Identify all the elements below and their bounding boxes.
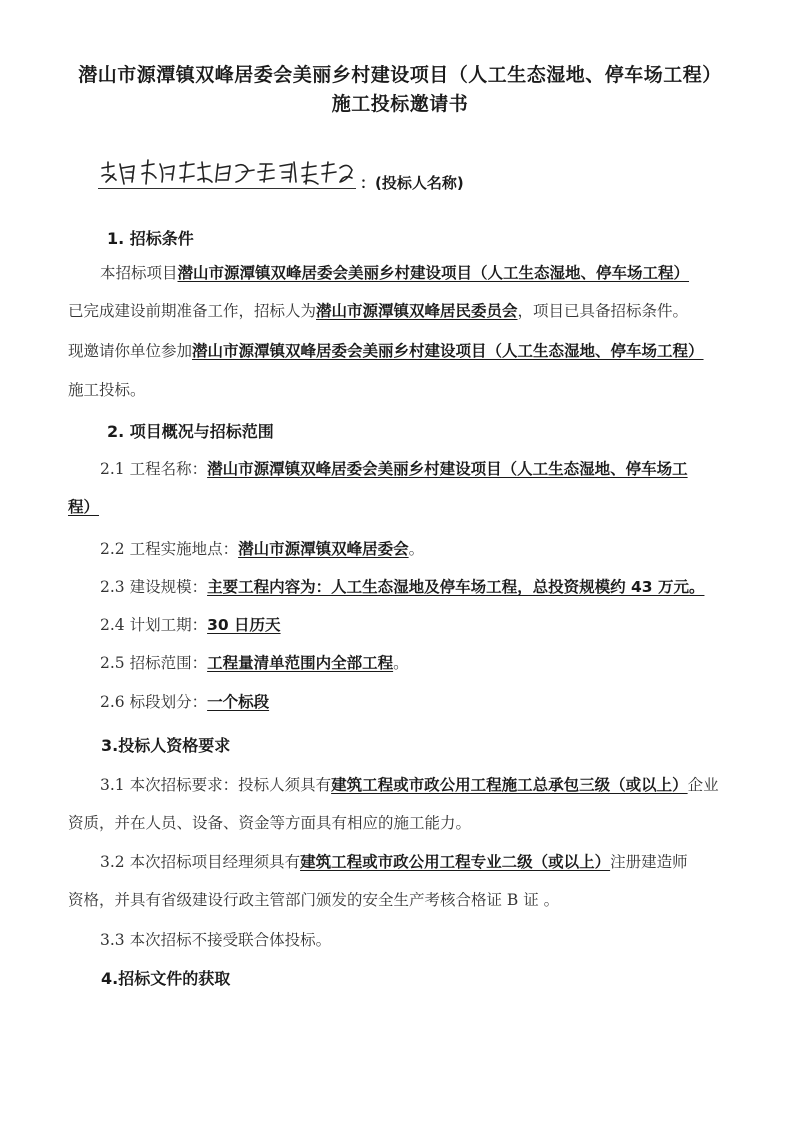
item-label: 2.1 工程名称： [100,460,208,478]
item-text: 资质，并在人员、设备、资金等方面具有相应的施工能力。 [68,814,472,832]
section2-item3 [100,576,780,598]
item-text: 企业 [687,776,719,794]
scale-value: 主要工程内容为：人工生态湿地及停车场工程，总投资规模约 43 万元。 [207,578,705,596]
section1-project-name: 潜山市源潭镇双峰居委会美丽乡村建设项目（人工生态湿地、停车场工程） [192,342,704,360]
qualification-value: 建筑工程或市政公用工程专业二级（或以上） [300,853,611,871]
section2-item4 [100,614,780,636]
item-punctuation: 。 [393,654,409,672]
section2-item6 [100,691,780,713]
item-label: 2.4 计划工期： [100,616,208,634]
section2-item5 [100,652,780,674]
project-name-value: 程） [68,498,100,516]
section3-item1-cont [68,812,748,834]
section1-text: 已完成建设前期准备工作，招标人为 [68,302,317,320]
section4-heading: 4.招标文件的获取 [101,969,231,988]
section1-paragraph-line4 [68,379,748,401]
section1-text: 现邀请你单位参加 [68,342,193,360]
item-label: 2.3 建设规模： [100,578,208,596]
section1-heading: 1. 招标条件 [107,229,194,248]
signature-strokes [98,158,356,188]
scope-value: 工程量清单范围内全部工程 [207,654,394,672]
section1-text: 本招标项目 [100,264,178,282]
project-name-value: 潜山市源潭镇双峰居委会美丽乡村建设项目（人工生态湿地、停车场工 [207,460,688,478]
duration-value: 30 日历天 [207,616,281,634]
location-value: 潜山市源潭镇双峰居委会 [238,540,409,558]
item-label: 2.6 标段划分： [100,693,208,711]
section1-paragraph-line1 [100,262,780,284]
document-title-line1: 潜山市源潭镇双峰居委会美丽乡村建设项目（人工生态湿地、停车场工程） [78,64,722,86]
document-title-line2: 施工投标邀请书 [331,93,469,115]
item-label: 2.2 工程实施地点： [100,540,239,558]
qualification-value: 建筑工程或市政公用工程施工总承包三级（或以上） [331,776,688,794]
item-text: 3.3 本次招标不接受联合体投标。 [100,931,332,949]
section1-owner-name: 潜山市源潭镇双峰居民委员会 [316,302,518,320]
handwritten-signature [98,158,356,189]
item-text: 3.1 本次招标要求：投标人须具有 [100,776,332,794]
section3-item2-cont [68,889,748,911]
section3-heading: 3.投标人资格要求 [101,736,231,755]
item-text: 资格，并具有省级建设行政主管部门颁发的安全生产考核合格证 B 证 。 [68,891,560,909]
lot-value: 一个标段 [207,693,270,711]
item-text: 3.2 本次招标项目经理须具有 [100,853,301,871]
section3-item3 [100,929,780,951]
section1-project-name: 潜山市源潭镇双峰居委会美丽乡村建设项目（人工生态湿地、停车场工程） [177,264,690,282]
section2-heading: 2. 项目概况与招标范围 [107,422,274,441]
section2-item2 [100,538,780,560]
section2-item1-cont [68,496,748,518]
section1-text: 施工投标。 [68,381,146,399]
item-punctuation: 。 [408,540,425,558]
section2-item1 [100,458,780,480]
section1-paragraph-line3 [68,340,748,362]
section1-text: ，项目已具备招标条件。 [517,302,689,320]
bidder-name-suffix: ：(投标人名称) [360,174,464,192]
section3-item1 [100,774,780,796]
bidder-name-line [98,158,718,194]
section1-paragraph-line2 [68,300,748,322]
section3-item2 [100,851,780,873]
item-label: 2.5 招标范围： [100,654,208,672]
item-text: 注册建造师 [610,853,688,871]
